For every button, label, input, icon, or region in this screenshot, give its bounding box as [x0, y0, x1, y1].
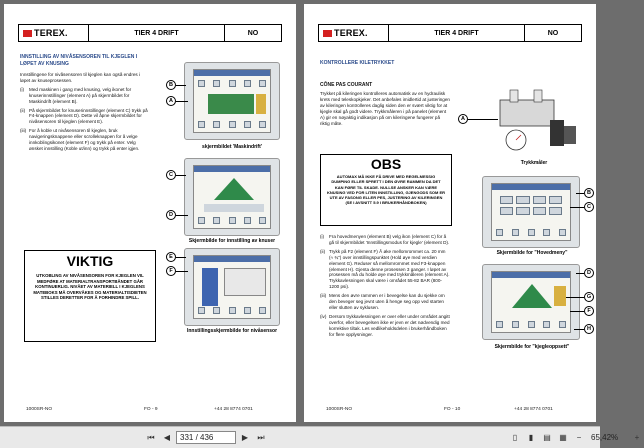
step-number: (i) — [320, 234, 325, 239]
caption-cone-setup: Skjermbilde for "kjegleoppsett" — [494, 344, 570, 350]
brand-logo — [19, 25, 89, 41]
header-title: TIER 4 DRIFT — [89, 25, 225, 41]
caption-level-sensor: Innstillingsskjermbilde for nivåsensor — [186, 328, 278, 334]
step-item — [320, 234, 450, 246]
callout-d: D — [584, 268, 594, 278]
crusher-settings-screen — [184, 158, 280, 236]
last-page-button[interactable]: ⏭ — [257, 432, 265, 442]
step-number: (i) — [20, 86, 25, 92]
step-text: Mens den øvre rammen er i bevegelse kan du sjekke om den beveger seg jevnt uten å henge seg opp ved starten eller slutten av syklusen. — [329, 293, 445, 310]
step-item — [320, 249, 450, 290]
pressure-gauge-illustration — [480, 80, 584, 160]
warning-text: UTKOBLING AV NIVÅSENSOREN FOR KJEGLEN VIL MEDFØRE AT MATERIALTRANSPORTBÅNDET GÅR KONTINUERLIG. NIVÅET AV MATERIELL I KJEGLENS MATEBOKS MÅ OVERVÅKES OG MATERIALTISDIETEN STILLES DERETTER FOR Å FORHINDRE SPILL. — [33, 273, 147, 301]
footer-doc-id: 1000SR-NO — [26, 407, 53, 412]
callout-h: H — [584, 324, 594, 334]
brand-name: TEREX. — [34, 28, 68, 38]
footer-page-number: FO - 9 — [144, 407, 158, 412]
callout-d: D — [166, 210, 176, 220]
single-page-view-icon[interactable]: ▯ — [512, 433, 518, 442]
intro-text: Innstillingene for nivåsensoren til kjeglen kan også endres i løpet av knuseprosessen. — [20, 72, 141, 83]
step-number: (iv) — [320, 313, 327, 319]
footer-page-number: FO - 10 — [444, 407, 461, 412]
subheading: CÔNE PAS COURANT — [320, 82, 373, 88]
step-item — [320, 314, 450, 338]
step-text: På skjermbildet for knuserinnstillinger (element C) trykk på F4-knappen (element D). Dette vil åpne skjermbildet for nivåsensoren til kjeglen (element E). — [29, 107, 148, 125]
step-item — [320, 293, 450, 311]
terex-logo-icon — [323, 30, 332, 37]
step-item — [20, 108, 150, 126]
obs-title: OBS — [370, 156, 402, 172]
two-page-view-icon[interactable]: ▮ — [528, 433, 534, 442]
callout-e: E — [166, 252, 176, 262]
caption-pressure-gauge: Trykkmåler — [520, 160, 548, 166]
caption-main-menu: Skjermbilde for "Hovedmeny" — [496, 250, 568, 256]
next-page-button[interactable]: ▶ — [241, 433, 249, 442]
previous-page-button[interactable]: ◀ — [163, 433, 171, 442]
caption-crusher-settings: Skjermbilde for innstilling av knuser — [188, 238, 276, 244]
grid-view-icon[interactable]: ▦ — [559, 433, 567, 442]
step-text: For å koble ut nivåsensoren til kjeglen, bruk navigeringsknappene eller scrolleknappen for å velge innkoblingsikonet (element F) og trykk på enter. Velg ønsket innstilling (Koble ut/inn) og trykk på enter igjen. — [29, 128, 140, 151]
footer-phone: +44 28 8774 0701 — [214, 407, 253, 412]
zoom-in-button[interactable]: + — [634, 433, 640, 442]
zoom-level[interactable]: 65,42% — [591, 433, 619, 442]
cone-setup-screen — [482, 264, 580, 340]
view-controls — [508, 431, 644, 445]
brand-logo — [319, 25, 389, 41]
level-sensor-screen — [184, 248, 280, 326]
callout-b: B — [584, 188, 594, 198]
header-language: NO — [547, 29, 559, 37]
footer-phone: +44 28 8774 0701 — [514, 407, 553, 412]
continuous-view-icon[interactable]: ▤ — [543, 433, 551, 442]
callout-c: C — [166, 170, 176, 180]
instructions — [320, 234, 450, 341]
header-title: TIER 4 DRIFT — [389, 25, 525, 41]
viewer-toolbar — [0, 426, 640, 448]
page-header — [318, 24, 582, 42]
section-title: INNSTILLING AV NIVÅSENSOREN TIL KJEGLEN I LØPET AV KNUSING — [20, 54, 138, 67]
step-number: (iii) — [20, 128, 27, 134]
callout-f: F — [584, 306, 594, 316]
step-number: (ii) — [320, 248, 326, 254]
step-text: Fra hovedmenyen (element B) velg ikon (element C) for å gå til skjermbildet 'Innstillingsmodus for kjegle' (element D). — [329, 234, 450, 245]
obs-box — [320, 154, 452, 226]
instructions — [20, 72, 150, 155]
intro-text: Trykket på kileringen kontrolleres automatisk av en hydraulisk krets med teleskopkjeker. Det anbefales imidlertid at justeringen av kileringen kontrolleres daglig siden den er svært viktig for at kjegle skal gå godt videre. Trykkmåleren i på panelet (element A) gir en nøyaktig indikasjon på om kileringene fungerer på riktig måte. — [320, 91, 450, 126]
callout-a: A — [166, 96, 176, 106]
page-navigation — [144, 431, 268, 445]
brand-name: TEREX. — [334, 28, 368, 38]
first-page-button[interactable]: ⏮ — [147, 432, 155, 442]
obs-text: AUTOMAX MÅ IKKE FÅ DRIVE MED REGELMESSIG DUMPING ELLER SPRETT I DEN ØVRE RAMMEN DA DET KAN FØRE TIL SKADE. NULLSE ANSKER KAN VÆRE KNUSING VED FOR LITEN INNSTILLING, GJENGODS SOM ER UTE AV FASONG ELLER PES, JUSTERING AV KILERINGEN (SE I AVSNITT 5.9 I BRUKERHÅNDBOKEN) — [327, 174, 446, 206]
callout-g: G — [584, 292, 594, 302]
manifold-block — [500, 100, 554, 126]
accumulator — [550, 120, 564, 146]
callout-f: F — [166, 266, 176, 276]
right-page — [304, 4, 596, 422]
callout-c: C — [584, 202, 594, 212]
caption-machine-operation: skjermbildet 'Maskindrift' — [202, 144, 262, 150]
callout-a: A — [458, 114, 468, 124]
step-item — [20, 128, 150, 152]
step-text: Med maskinen i gang med knusing, velg ikonet for knuserinnstillinger (element A) på skjermbildet for Maskindrift (element B). — [29, 86, 132, 104]
footer-doc-id: 1000SR-NO — [326, 407, 353, 412]
machine-operation-screen — [184, 62, 280, 140]
warning-title: VIKTIG — [66, 253, 114, 269]
step-item — [20, 87, 150, 105]
step-text: Trykk på F2 (element F) Å øke mellomrommet ca. 20 mm (≈ ¾") over innstillingspunktet (Hold øye med verdien element G). Reduser så mellomrommet med F3-knappen (element H). Gjenta denne prosessen 3 ganger. I løpet av prosessen må du holde øye med trykkmåleren (element A). Trykkavlesningen skal være i området 55-82 BAR (800-1200 psi). — [329, 248, 450, 290]
section-title: KONTROLLERE KILETRYKKET — [320, 60, 395, 66]
main-menu-screen — [482, 176, 580, 248]
page-number-input[interactable]: 331 / 436 — [176, 431, 236, 444]
warning-box — [24, 250, 156, 342]
left-page — [4, 4, 296, 422]
zoom-out-button[interactable]: − — [576, 433, 582, 442]
terex-logo-icon — [23, 30, 32, 37]
step-number: (ii) — [20, 107, 26, 113]
page-header — [18, 24, 282, 42]
step-number: (iii) — [320, 293, 327, 299]
callout-b: B — [166, 80, 176, 90]
header-language: NO — [247, 29, 259, 37]
step-text: Dersom trykkavlesningen er over eller under området angitt overfor, eller bevegelsen ikke er jevn er det nødvendig med korrektive tiltak. Les vedlikeholdsdelen i brukerhåndboken for flere opplysninger. — [329, 313, 450, 337]
